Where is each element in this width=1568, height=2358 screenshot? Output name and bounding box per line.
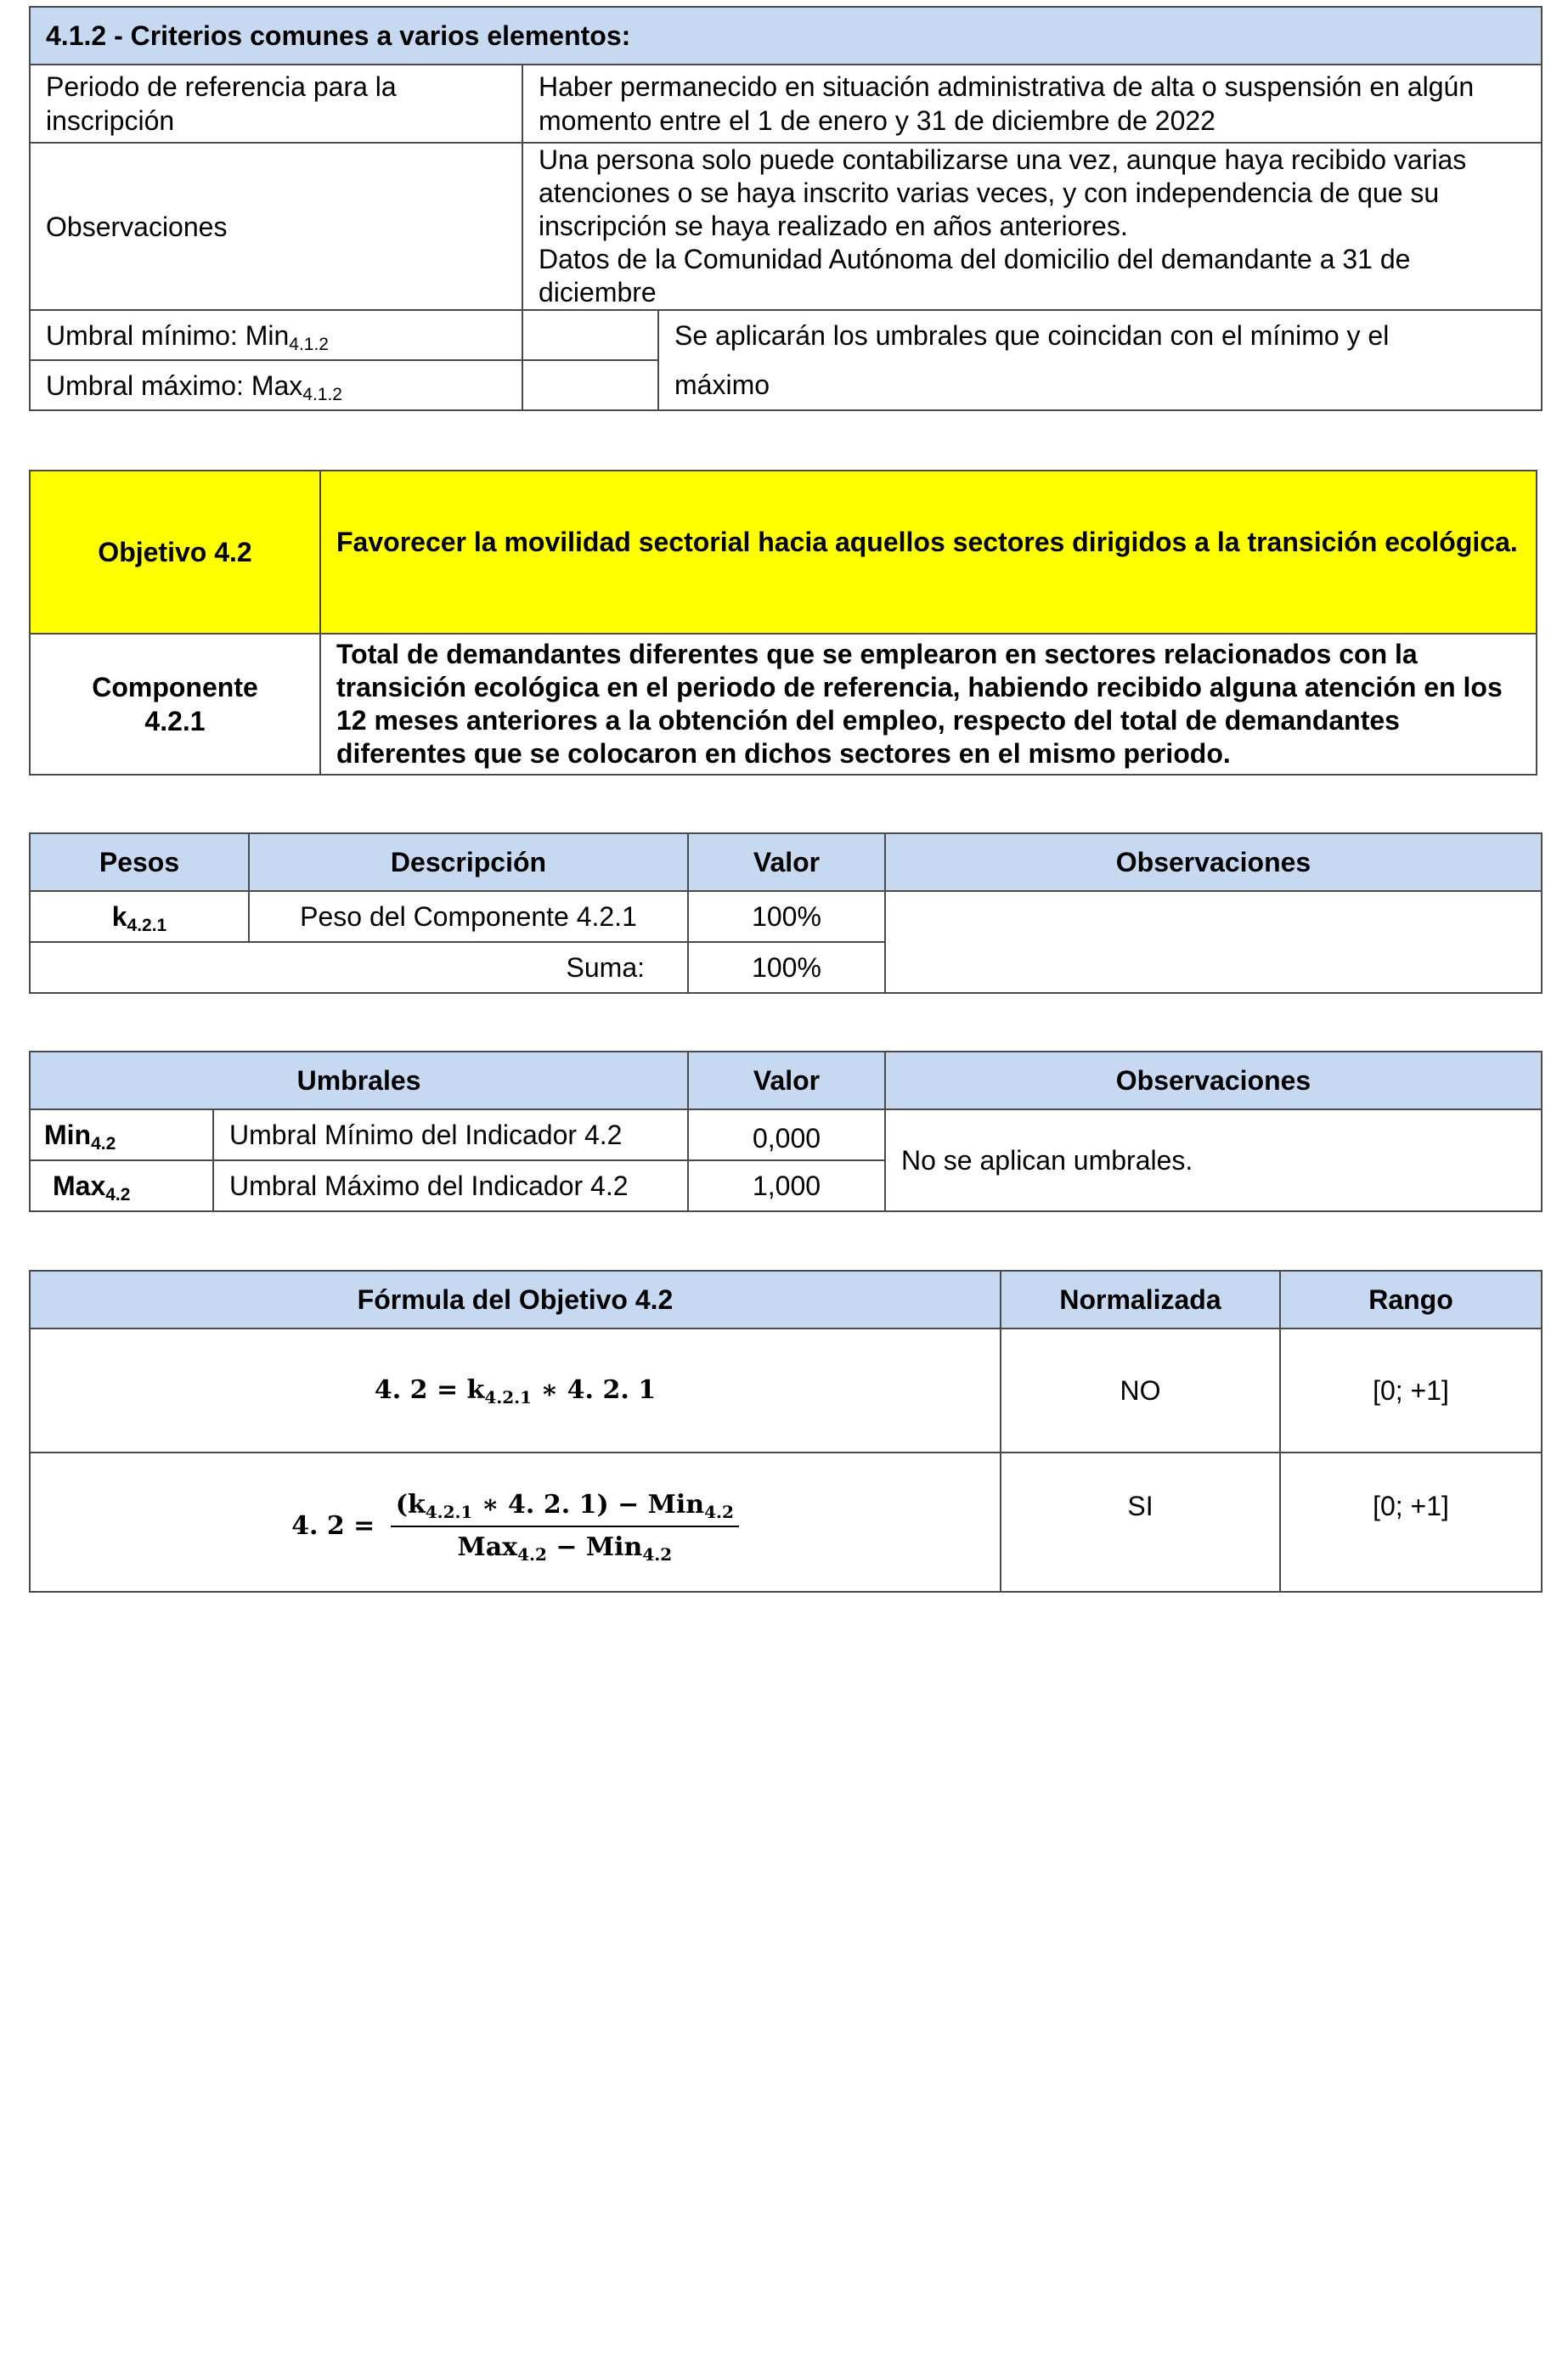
observaciones-line-1: Una persona solo puede contabilizarse una vez, aunque haya recibido varias atenciones o se haya inscrito varias veces, y con independencia de que su inscripción se haya realizado en años anteriores. xyxy=(539,144,1467,241)
num-a: (k xyxy=(395,1490,426,1520)
formula-plain-k-sub: 4.2.1 xyxy=(484,1387,533,1407)
weights-observations xyxy=(885,891,1542,993)
threshold-max-value: 1,000 xyxy=(688,1160,885,1211)
component-label-line-1: Componente xyxy=(92,672,258,702)
formula-plain-rhs: ∗ 4. 2. 1 xyxy=(532,1375,657,1405)
formula-plain-lhs: 4. 2 = k xyxy=(374,1375,485,1405)
umbral-max-label xyxy=(30,360,522,410)
threshold-min-value: 0,000 xyxy=(688,1109,885,1160)
observaciones-label: Observaciones xyxy=(30,143,522,310)
umbral-max-text: Umbral máximo: Max xyxy=(46,369,303,401)
weights-table xyxy=(29,832,1543,994)
umbral-min-value xyxy=(522,310,658,360)
formula-plain xyxy=(30,1328,1001,1453)
umbral-max-value xyxy=(522,360,658,410)
thresholds-header-observaciones: Observaciones xyxy=(885,1052,1542,1109)
umbral-max-sub: 4.1.2 xyxy=(302,384,342,404)
thresholds-table xyxy=(29,1051,1543,1212)
weight-description: Peso del Componente 4.2.1 xyxy=(249,891,688,942)
threshold-min-description: Umbral Mínimo del Indicador 4.2 xyxy=(213,1109,688,1160)
umbral-min-sub: 4.1.2 xyxy=(289,334,329,354)
formula-normalized-lhs: 4. 2 = xyxy=(291,1511,375,1541)
num-a-sub: 4.2.1 xyxy=(425,1502,473,1522)
formula-normalized-range: [0; +1] xyxy=(1280,1453,1542,1592)
formula-fraction xyxy=(391,1488,739,1565)
component-label-line-2: 4.2.1 xyxy=(144,706,206,736)
thresholds-header-valor: Valor xyxy=(688,1052,885,1109)
formula-plain-range: [0; +1] xyxy=(1280,1328,1542,1453)
num-b: ∗ 4. 2. 1) − Min xyxy=(472,1490,705,1520)
periodo-label: Periodo de referencia para la inscripción xyxy=(30,65,522,143)
umbral-min-label xyxy=(30,310,522,360)
formula-plain-normalized: NO xyxy=(1001,1328,1280,1453)
formula-normalized xyxy=(30,1453,1001,1592)
objective-label: Objetivo 4.2 xyxy=(30,471,320,634)
criteria-table xyxy=(29,6,1543,411)
den-b: − Min xyxy=(546,1532,643,1562)
weight-k-text: k xyxy=(111,901,127,932)
formula-header-formula: Fórmula del Objetivo 4.2 xyxy=(30,1271,1001,1328)
observaciones-line-2: Datos de la Comunidad Autónoma del domicilio del demandante a 31 de diciembre xyxy=(539,244,1411,307)
criteria-title: 4.1.2 - Criterios comunes a varios elementos: xyxy=(30,7,1542,65)
formula-denominator xyxy=(391,1527,739,1565)
weights-header-descripcion: Descripción xyxy=(249,833,688,891)
formula-header-normalizada: Normalizada xyxy=(1001,1271,1280,1328)
threshold-max-code-text: Max xyxy=(53,1171,106,1201)
periodo-value: Haber permanecido en situación administrativa de alta o suspensión en algún momento entre el 1 de enero y 31 de diciembre de 2022 xyxy=(522,65,1542,143)
umbral-note-line-1: Se aplicarán los umbrales que coincidan con el mínimo y el xyxy=(674,320,1390,351)
threshold-min-code-sub: 4.2 xyxy=(91,1134,116,1154)
weights-header-valor: Valor xyxy=(688,833,885,891)
den-a-sub: 4.2 xyxy=(517,1544,547,1565)
threshold-max-description: Umbral Máximo del Indicador 4.2 xyxy=(213,1160,688,1211)
formula-table xyxy=(29,1270,1543,1593)
weight-value: 100% xyxy=(688,891,885,942)
threshold-observation: No se aplican umbrales. xyxy=(885,1109,1542,1211)
formula-numerator xyxy=(391,1488,739,1527)
threshold-max-code xyxy=(30,1160,213,1211)
component-label xyxy=(30,634,320,775)
umbral-note-line-2: máximo xyxy=(674,369,770,400)
threshold-min-code-text: Min xyxy=(44,1120,92,1150)
objective-table xyxy=(29,470,1537,776)
formula-header-rango: Rango xyxy=(1280,1271,1542,1328)
umbral-min-text: Umbral mínimo: Min xyxy=(46,319,290,351)
thresholds-header-umbrales: Umbrales xyxy=(30,1052,688,1109)
den-a: Max xyxy=(457,1532,518,1562)
weight-k-label xyxy=(30,891,249,942)
formula-normalized-normalized: SI xyxy=(1001,1453,1280,1592)
threshold-min-code xyxy=(30,1109,213,1160)
den-b-sub: 4.2 xyxy=(642,1544,673,1565)
objective-text: Favorecer la movilidad sectorial hacia aquellos sectores dirigidos a la transición ecológica. xyxy=(320,471,1537,634)
weights-sum-value: 100% xyxy=(688,942,885,993)
observaciones-value xyxy=(522,143,1542,310)
weights-header-observaciones: Observaciones xyxy=(885,833,1542,891)
weights-sum-label: Suma: xyxy=(30,942,688,993)
component-text: Total de demandantes diferentes que se emplearon en sectores relacionados con la transición ecológica en el periodo de referencia, habiendo recibido alguna atención en los 12 meses anteriores a la obtención del empleo, respecto del total de demandantes diferentes que se colocaron en dichos sectores en el mismo periodo. xyxy=(320,634,1537,775)
umbral-note xyxy=(658,310,1542,410)
weights-header-pesos: Pesos xyxy=(30,833,249,891)
num-b-sub: 4.2 xyxy=(704,1502,734,1522)
threshold-max-code-sub: 4.2 xyxy=(105,1185,131,1204)
weight-k-sub: 4.2.1 xyxy=(127,916,167,935)
